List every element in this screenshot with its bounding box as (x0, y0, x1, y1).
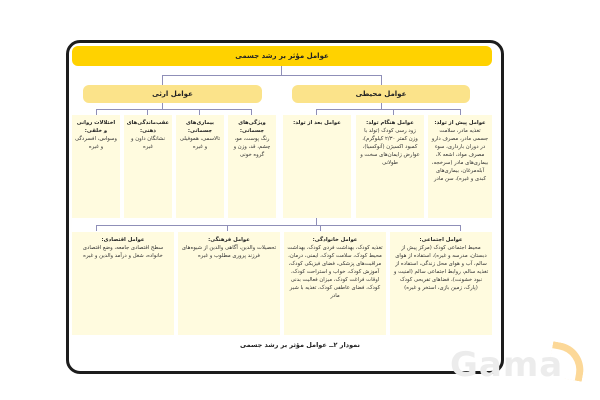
item-body: سطح اقتصادی جامعه، وضع اقتصادی خانواده، شغل و درآمد والدین و غیره (82, 245, 164, 259)
item-title: اختلالات روانی و خلقی: (76, 120, 116, 134)
genetic-item-physical-traits (228, 115, 276, 218)
item-body: وسواس، افسردگی و غیره (74, 136, 117, 150)
genetic-item-mental-disorders (72, 115, 120, 218)
item-body: محیط اجتماعی کودک (مرکز پیش از دبستان، مدرسه و غیره)، استفاده از هوای سالم، آب و هوای محل زندگی، استفاده از تغذیه سالم، روابط اجتماعی سالم (امنیت و نبود خشونت)، فضاهای تفریحی کودک (پارک، زمین بازی، استخر و غیره) (393, 245, 489, 291)
postnatal-item-cultural (178, 232, 280, 335)
postnatal-item-social (390, 232, 492, 335)
genetic-item-mental-retardation (124, 115, 172, 218)
connector-line (281, 66, 282, 75)
connector-line (96, 225, 97, 231)
watermark-arc-icon (547, 341, 588, 382)
item-body: تغذیه مادر، سلامت جسمی مادر، مصرف دارو در دوران بارداری، سوء مصرف مواد، اشعه X، بیماری‌های مادر (سرخجه، آبله‌مرغان، بیماری‌های کبدی و غیره)، سن مادر (431, 128, 489, 182)
item-body: تحصیلات والدین، آگاهی والدین از شیوه‌های فرزند پروری مطلوب و غیره (181, 245, 277, 259)
genetic-factors-label: عوامل ارثی (152, 90, 193, 98)
connector-line (316, 109, 461, 110)
item-body: تالاسمی، هموفیلی و غیره (179, 136, 221, 150)
connector-line (96, 225, 461, 226)
connector-line (227, 225, 228, 231)
environmental-factors-label: عوامل محیطی (355, 90, 407, 98)
connector-line (381, 75, 382, 85)
genetic-item-physical-diseases (176, 115, 224, 218)
environmental-item-postnatal (283, 115, 351, 218)
environmental-item-prenatal (428, 115, 492, 218)
connector-line (460, 225, 461, 231)
item-title: عوامل بعد از تولد: (293, 120, 341, 126)
item-title: عوامل اجتماعی: (419, 237, 463, 243)
item-title: عقب‌ماندگی‌های ذهنی: (126, 120, 169, 134)
item-body: تغذیه کودک، بهداشت فردی کودک، بهداشت محیط کودک، سلامت کودک، ایمنی، درمان، مراقبت‌های پزشکی، فضای فیزیکی کودک، آموزش کودک، خواب و استراحت کودک، اوقات فراغت کودک، میزان فعالیت بدنی کودک، فضای عاطفی کودک، تغذیه با شیر مادر (287, 245, 383, 299)
item-title: بیماری‌های جسمانی: (185, 120, 215, 134)
postnatal-item-economic (72, 232, 174, 335)
diagram-title-banner (72, 46, 492, 66)
item-body: رنگ پوست، مو، چشم، قد، وزن و گروه خونی (233, 136, 271, 158)
item-title: عوامل پیش از تولد: (434, 120, 486, 126)
item-title: عوامل اقتصادی: (101, 237, 145, 243)
connector-line (320, 225, 321, 231)
connector-line (162, 75, 163, 85)
item-title: عوامل خانوادگی: (312, 237, 358, 243)
connector-line (162, 75, 382, 76)
connector-line (96, 109, 252, 110)
item-title: عوامل فرهنگی: (208, 237, 250, 243)
diagram-caption: نمودار ۲ــ عوامل مؤثر بر رشد جسمی (240, 341, 360, 349)
diagram-title: عوامل مؤثر بر رشد جسمی (235, 52, 329, 60)
item-body: زود رسی کودک (تولد با وزن کمتر ۲/۳۰ کیلوگرم)، کمبود اکسیژن (آنوکسیا)، عوارض زایمان‌های سخت و طولانی (360, 128, 420, 166)
item-body: نشانگان داون و غیره (131, 136, 165, 150)
watermark-logo: Gama (450, 345, 564, 385)
environmental-factors-header (292, 85, 470, 103)
connector-line (316, 218, 317, 225)
item-title: عوامل هنگام تولد: (366, 120, 414, 126)
item-title: ویژگی‌های جسمانی: (238, 120, 266, 134)
genetic-factors-header (83, 85, 262, 103)
postnatal-item-family (284, 232, 386, 335)
environmental-item-perinatal (356, 115, 424, 218)
